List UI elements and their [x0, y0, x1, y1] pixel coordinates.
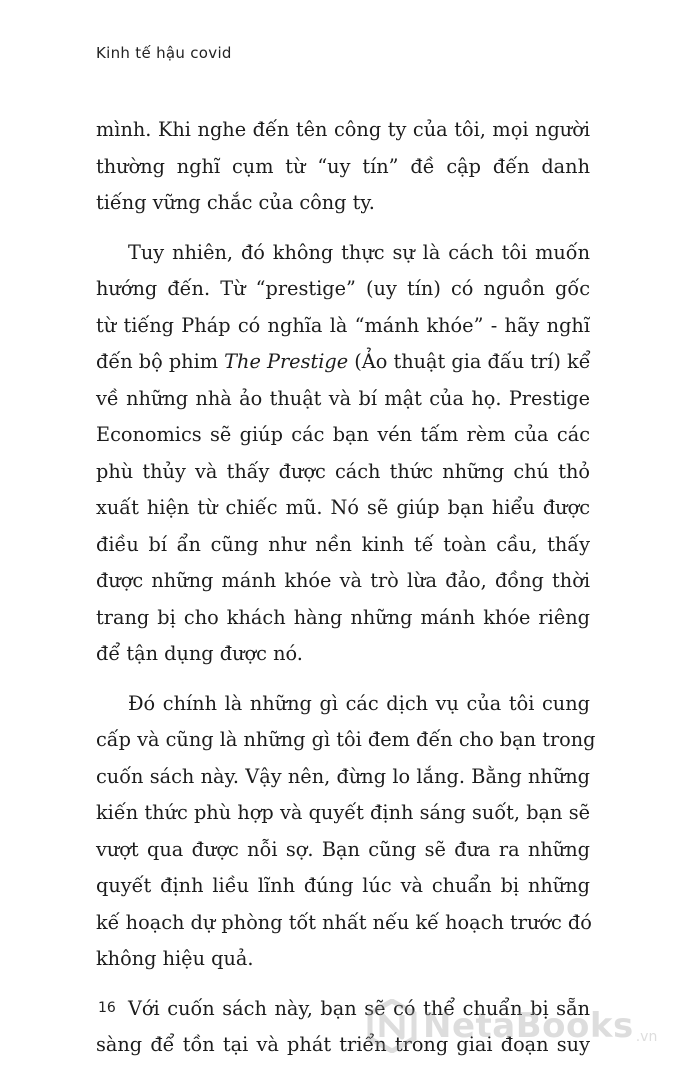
text-segment: (Ảo thuật gia đấu trí) kể [348, 350, 591, 373]
text-line: xuất hiện từ chiếc mũ. Nó sẽ giúp bạn hiểu được [96, 496, 590, 519]
text-line-with-title [96, 344, 590, 381]
text-line: không hiệu quả. [96, 947, 254, 970]
text-line: kế hoạch dự phòng tốt nhất nếu kế hoạch trước đó [96, 910, 592, 934]
film-title: The Prestige [224, 350, 349, 373]
watermark-tld: .vn [635, 1029, 658, 1045]
paragraph-2 [96, 235, 590, 673]
text-line: mình. Khi nghe đến tên công ty của tôi, mọi người [96, 118, 590, 141]
text-line: thường nghĩ cụm từ “uy tín” đề cập đến danh [96, 154, 590, 178]
text-line: Đó chính là những gì các dịch vụ của tôi cung [128, 691, 590, 715]
watermark-brand: NetaBooks [423, 1006, 634, 1046]
text-line: sàng để tồn tại và phát triển trong giai đoạn suy [96, 1033, 590, 1056]
text-line: kiến thức phù hợp và quyết định sáng suốt, bạn sẽ [96, 801, 590, 824]
text-segment: đến bộ phim [96, 350, 225, 373]
text-line: từ tiếng Pháp có nghĩa là “mánh khóe” - hãy nghĩ [96, 313, 590, 337]
text-line: Tuy nhiên, đó không thực sự là cách tôi muốn [128, 240, 590, 264]
text-line: được những mánh khóe và trò lừa đảo, đồng thời [96, 569, 590, 592]
watermark [365, 997, 657, 1055]
netabooks-logo-icon [365, 999, 419, 1053]
text-line: để tận dụng được nó. [96, 642, 303, 665]
text-line: Economics sẽ giúp các bạn vén tấm rèm của các [96, 423, 590, 446]
page-number: 16 [98, 1000, 116, 1016]
text-line: điều bí ẩn cũng như nền kinh tế toàn cầu, thấy [96, 532, 590, 556]
paragraph-3 [96, 686, 596, 978]
text-line: phù thủy và thấy được cách thức những chú thỏ [96, 459, 590, 483]
running-header: Kinh tế hậu covid [96, 44, 232, 62]
paragraph-1 [96, 112, 590, 222]
body-text [96, 112, 596, 1077]
text-line: Với cuốn sách này, bạn sẽ có thể chuẩn bị sẵn [128, 996, 590, 1020]
text-line: hướng đến. Từ “prestige” (uy tín) có nguồn gốc [96, 277, 590, 300]
text-line: cấp và cũng là những gì tôi đem đến cho bạn trong [96, 728, 596, 751]
text-line: quyết định liều lĩnh đúng lúc và chuẩn bị những [96, 874, 590, 897]
text-line: vượt qua được nỗi sợ. Bạn cũng sẽ đưa ra những [96, 837, 590, 861]
text-line: tiếng vững chắc của công ty. [96, 191, 375, 214]
text-line: về những nhà ảo thuật và bí mật của họ. Prestige [96, 386, 590, 410]
text-line: trang bị cho khách hàng những mánh khóe riêng [96, 605, 590, 629]
text-line: cuốn sách này. Vậy nên, đừng lo lắng. Bằng những [96, 764, 590, 788]
